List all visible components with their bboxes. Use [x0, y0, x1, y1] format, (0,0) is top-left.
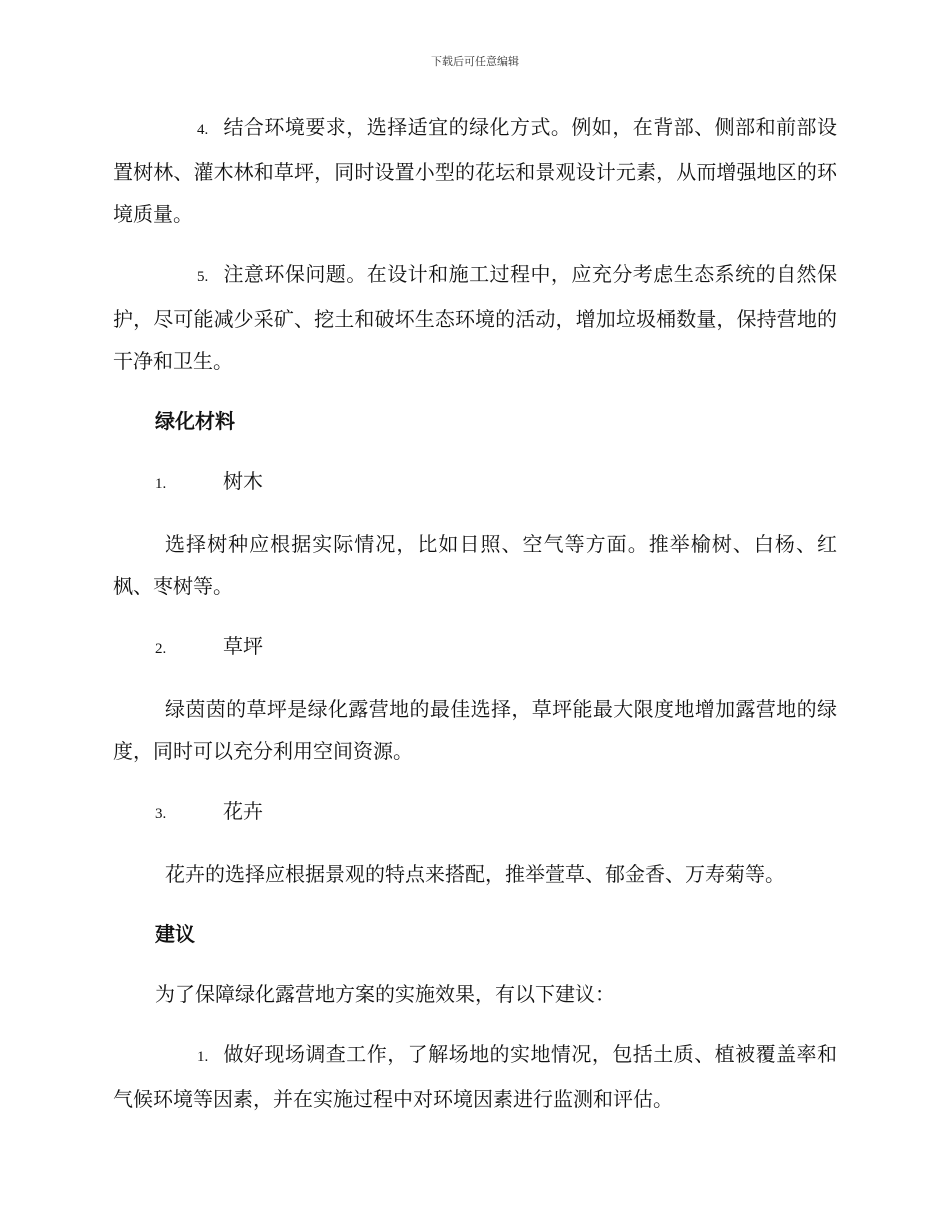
material-description: 绿茵茵的草坪是绿化露营地的最佳选择，草坪能最大限度地增加露营地的绿度，同时可以充分利用空间资源。: [113, 697, 837, 763]
paragraph-item-5: [113, 253, 837, 382]
material-title: 草坪: [223, 634, 263, 658]
page-header: 下载后可任意编辑: [431, 55, 519, 68]
material-title: 花卉: [223, 799, 263, 823]
section-heading-materials: 绿化材料: [155, 409, 235, 433]
list-number: 1.: [197, 1049, 209, 1065]
material-title: 树木: [223, 469, 263, 493]
list-number: 5.: [197, 269, 209, 285]
suggestions-intro: 为了保障绿化露营地方案的实施效果，有以下建议：: [155, 982, 615, 1006]
material-item-title: [113, 790, 837, 835]
material-description: 选择树种应根据实际情况，比如日照、空气等方面。推举榆树、白杨、红枫、枣树等。: [113, 532, 837, 598]
material-item-title: [113, 460, 837, 505]
list-number: 2.: [155, 641, 167, 657]
list-number: 4.: [197, 122, 209, 138]
paragraph-text: 结合环境要求，选择适宜的绿化方式。例如，在背部、侧部和前部设置树林、灌木林和草坪，同时设置小型的花坛和景观设计元素，从而增强地区的环境质量。: [113, 115, 837, 226]
list-number: 1.: [155, 476, 167, 492]
suggestion-item: [113, 1033, 837, 1120]
material-item-title: [113, 625, 837, 670]
paragraph-text: 注意环保问题。在设计和施工过程中，应充分考虑生态系统的自然保护，尽可能减少采矿、挖土和破坏生态环境的活动，增加垃圾桶数量，保持营地的干净和卫生。: [113, 262, 837, 373]
material-description: 花卉的选择应根据景观的特点来搭配，推举萱草、郁金香、万寿菊等。: [165, 862, 785, 886]
list-number: 3.: [155, 806, 167, 822]
section-heading-suggestions: 建议: [155, 922, 195, 946]
paragraph-text: 做好现场调查工作，了解场地的实地情况，包括土质、植被覆盖率和气候环境等因素，并在实施过程中对环境因素进行监测和评估。: [113, 1042, 837, 1111]
document-body: [113, 106, 837, 1138]
paragraph-item-4: [113, 106, 837, 235]
